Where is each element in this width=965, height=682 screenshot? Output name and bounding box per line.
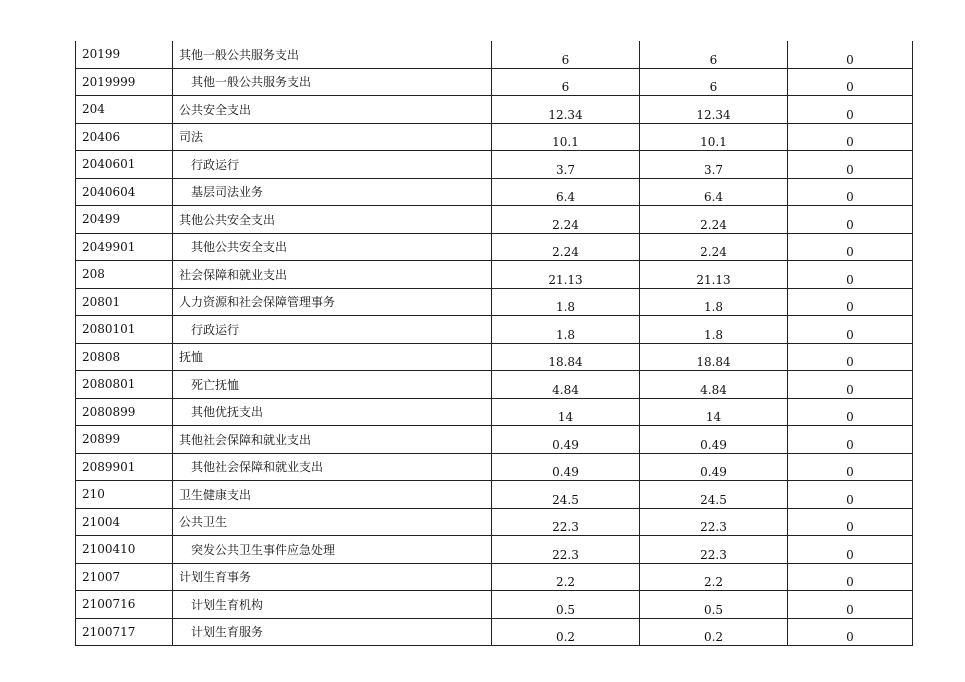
subject-code: 20808 bbox=[76, 343, 173, 371]
subject-code: 20801 bbox=[76, 288, 173, 316]
subject-code: 2100717 bbox=[76, 618, 173, 646]
basic-amount: 2.24 bbox=[640, 233, 788, 261]
total-amount: 3.7 bbox=[492, 151, 640, 179]
project-amount: 0 bbox=[788, 288, 913, 316]
subject-code: 2080101 bbox=[76, 316, 173, 344]
subject-name: 计划生育机构 bbox=[173, 591, 492, 619]
project-amount: 0 bbox=[788, 591, 913, 619]
basic-amount: 6 bbox=[640, 68, 788, 96]
total-amount: 1.8 bbox=[492, 288, 640, 316]
basic-amount: 2.2 bbox=[640, 563, 788, 591]
total-amount: 1.8 bbox=[492, 316, 640, 344]
subject-name: 行政运行 bbox=[173, 151, 492, 179]
subject-name: 行政运行 bbox=[173, 316, 492, 344]
table-row bbox=[76, 481, 913, 509]
total-amount: 4.84 bbox=[492, 371, 640, 399]
subject-code: 21007 bbox=[76, 563, 173, 591]
basic-amount: 6.4 bbox=[640, 178, 788, 206]
subject-code: 204 bbox=[76, 96, 173, 124]
total-amount: 21.13 bbox=[492, 261, 640, 289]
table-row bbox=[76, 261, 913, 289]
basic-amount: 0.49 bbox=[640, 453, 788, 481]
project-amount: 0 bbox=[788, 178, 913, 206]
subject-name: 卫生健康支出 bbox=[173, 481, 492, 509]
project-amount: 0 bbox=[788, 96, 913, 124]
subject-name: 其他社会保障和就业支出 bbox=[173, 426, 492, 454]
basic-amount: 2.24 bbox=[640, 206, 788, 234]
project-amount: 0 bbox=[788, 453, 913, 481]
subject-name: 公共安全支出 bbox=[173, 96, 492, 124]
total-amount: 12.34 bbox=[492, 96, 640, 124]
table-row bbox=[76, 453, 913, 481]
subject-code: 210 bbox=[76, 481, 173, 509]
subject-name: 其他优抚支出 bbox=[173, 398, 492, 426]
project-amount: 0 bbox=[788, 398, 913, 426]
basic-amount: 0.2 bbox=[640, 618, 788, 646]
subject-code: 2100410 bbox=[76, 536, 173, 564]
subject-code: 2080899 bbox=[76, 398, 173, 426]
subject-name: 司法 bbox=[173, 123, 492, 151]
table-row bbox=[76, 371, 913, 399]
total-amount: 22.3 bbox=[492, 536, 640, 564]
subject-name: 死亡抚恤 bbox=[173, 371, 492, 399]
table-row bbox=[76, 508, 913, 536]
table-row bbox=[76, 426, 913, 454]
subject-code: 2100716 bbox=[76, 591, 173, 619]
project-amount: 0 bbox=[788, 206, 913, 234]
subject-name: 其他公共安全支出 bbox=[173, 206, 492, 234]
basic-amount: 0.49 bbox=[640, 426, 788, 454]
subject-name: 人力资源和社会保障管理事务 bbox=[173, 288, 492, 316]
budget-table bbox=[75, 41, 913, 646]
subject-name: 基层司法业务 bbox=[173, 178, 492, 206]
table-row bbox=[76, 68, 913, 96]
table-row bbox=[76, 536, 913, 564]
total-amount: 6 bbox=[492, 68, 640, 96]
project-amount: 0 bbox=[788, 261, 913, 289]
basic-amount: 18.84 bbox=[640, 343, 788, 371]
table-row bbox=[76, 288, 913, 316]
basic-amount: 1.8 bbox=[640, 288, 788, 316]
total-amount: 2.24 bbox=[492, 233, 640, 261]
total-amount: 18.84 bbox=[492, 343, 640, 371]
subject-code: 21004 bbox=[76, 508, 173, 536]
project-amount: 0 bbox=[788, 123, 913, 151]
subject-name: 抚恤 bbox=[173, 343, 492, 371]
total-amount: 6 bbox=[492, 41, 640, 68]
table-row bbox=[76, 343, 913, 371]
basic-amount: 12.34 bbox=[640, 96, 788, 124]
table-row bbox=[76, 618, 913, 646]
subject-code: 2080801 bbox=[76, 371, 173, 399]
project-amount: 0 bbox=[788, 41, 913, 68]
subject-name: 社会保障和就业支出 bbox=[173, 261, 492, 289]
total-amount: 0.49 bbox=[492, 426, 640, 454]
total-amount: 6.4 bbox=[492, 178, 640, 206]
table-row bbox=[76, 398, 913, 426]
total-amount: 2.24 bbox=[492, 206, 640, 234]
project-amount: 0 bbox=[788, 316, 913, 344]
table-row bbox=[76, 563, 913, 591]
total-amount: 22.3 bbox=[492, 508, 640, 536]
project-amount: 0 bbox=[788, 426, 913, 454]
basic-amount: 22.3 bbox=[640, 536, 788, 564]
subject-name: 其他一般公共服务支出 bbox=[173, 68, 492, 96]
table-row bbox=[76, 151, 913, 179]
project-amount: 0 bbox=[788, 536, 913, 564]
table-row bbox=[76, 591, 913, 619]
basic-amount: 10.1 bbox=[640, 123, 788, 151]
subject-name: 其他一般公共服务支出 bbox=[173, 41, 492, 68]
table-row bbox=[76, 96, 913, 124]
basic-amount: 3.7 bbox=[640, 151, 788, 179]
subject-name: 公共卫生 bbox=[173, 508, 492, 536]
subject-code: 20499 bbox=[76, 206, 173, 234]
subject-name: 其他公共安全支出 bbox=[173, 233, 492, 261]
subject-code: 2019999 bbox=[76, 68, 173, 96]
table-row bbox=[76, 206, 913, 234]
total-amount: 2.2 bbox=[492, 563, 640, 591]
budget-table-body bbox=[76, 41, 913, 646]
table-row bbox=[76, 233, 913, 261]
total-amount: 0.49 bbox=[492, 453, 640, 481]
subject-name: 其他社会保障和就业支出 bbox=[173, 453, 492, 481]
subject-code: 2040601 bbox=[76, 151, 173, 179]
project-amount: 0 bbox=[788, 371, 913, 399]
table-row bbox=[76, 178, 913, 206]
total-amount: 0.5 bbox=[492, 591, 640, 619]
subject-name: 计划生育事务 bbox=[173, 563, 492, 591]
project-amount: 0 bbox=[788, 343, 913, 371]
basic-amount: 22.3 bbox=[640, 508, 788, 536]
table-row bbox=[76, 41, 913, 68]
table-row bbox=[76, 123, 913, 151]
subject-code: 208 bbox=[76, 261, 173, 289]
basic-amount: 1.8 bbox=[640, 316, 788, 344]
total-amount: 0.2 bbox=[492, 618, 640, 646]
basic-amount: 14 bbox=[640, 398, 788, 426]
basic-amount: 6 bbox=[640, 41, 788, 68]
subject-code: 20406 bbox=[76, 123, 173, 151]
total-amount: 10.1 bbox=[492, 123, 640, 151]
table-row bbox=[76, 316, 913, 344]
project-amount: 0 bbox=[788, 481, 913, 509]
project-amount: 0 bbox=[788, 618, 913, 646]
basic-amount: 4.84 bbox=[640, 371, 788, 399]
subject-code: 2040604 bbox=[76, 178, 173, 206]
project-amount: 0 bbox=[788, 563, 913, 591]
total-amount: 14 bbox=[492, 398, 640, 426]
subject-name: 计划生育服务 bbox=[173, 618, 492, 646]
subject-code: 2089901 bbox=[76, 453, 173, 481]
basic-amount: 21.13 bbox=[640, 261, 788, 289]
project-amount: 0 bbox=[788, 508, 913, 536]
subject-code: 20199 bbox=[76, 41, 173, 68]
project-amount: 0 bbox=[788, 233, 913, 261]
subject-code: 20899 bbox=[76, 426, 173, 454]
basic-amount: 0.5 bbox=[640, 591, 788, 619]
basic-amount: 24.5 bbox=[640, 481, 788, 509]
subject-code: 2049901 bbox=[76, 233, 173, 261]
project-amount: 0 bbox=[788, 151, 913, 179]
total-amount: 24.5 bbox=[492, 481, 640, 509]
subject-name: 突发公共卫生事件应急处理 bbox=[173, 536, 492, 564]
project-amount: 0 bbox=[788, 68, 913, 96]
